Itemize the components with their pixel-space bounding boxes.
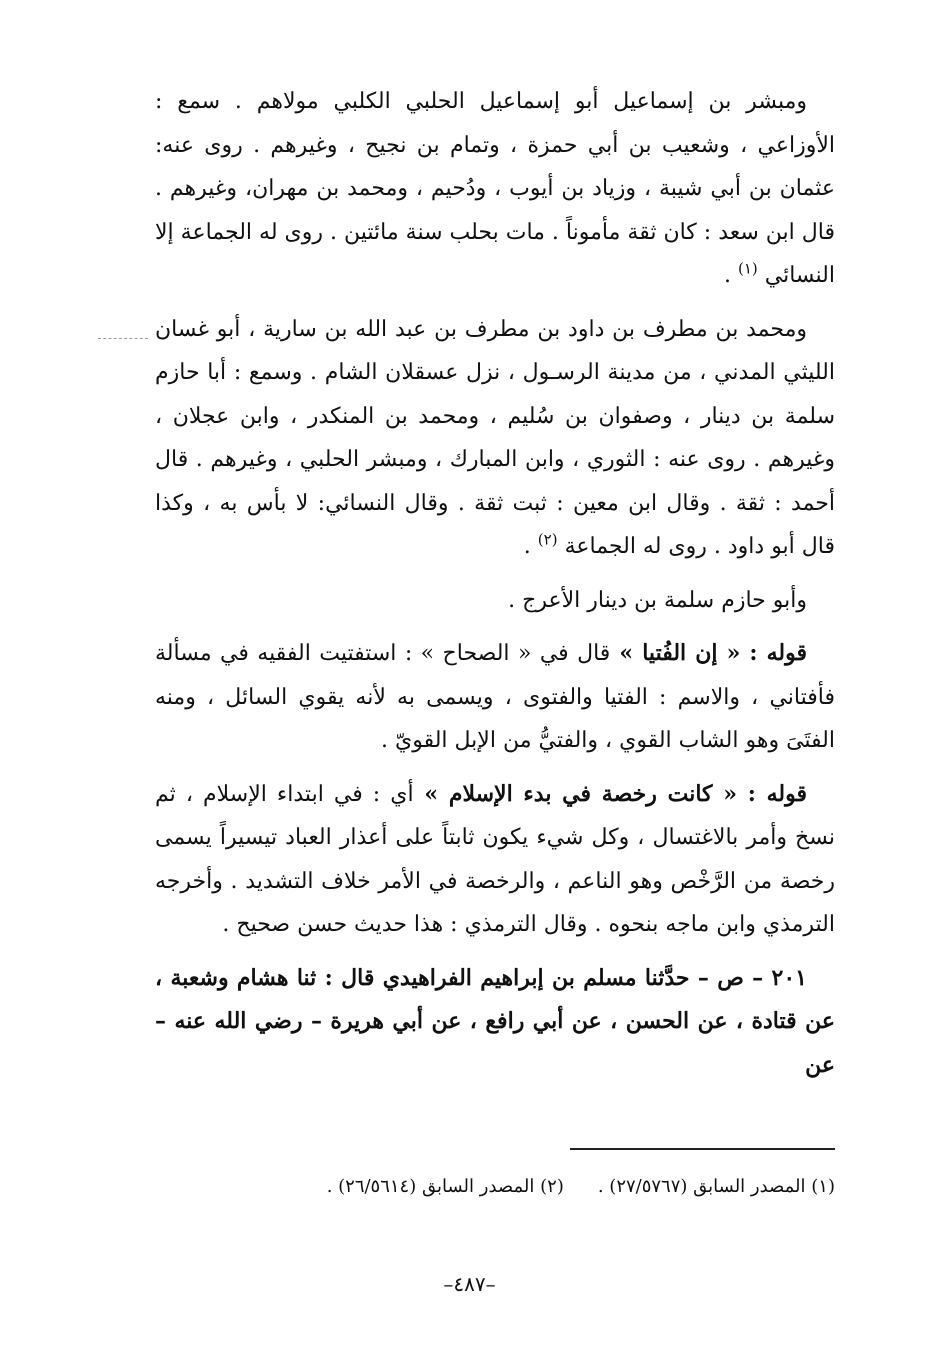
page-number: –٤٨٧– [443,1272,496,1296]
paragraph-text: قال في « الصحاح » : استفتيت الفقيه في مسألة فأفتاني ، والاسم : الفتيا والفتوى ، ويسمى به لأنه يقوي السائل ، ومنه الفتَىَ وهو الشاب القوي ، والفتيُّ من الإبل القويّ . [155,641,835,753]
hadith-201 [155,957,835,1088]
footnote-1: (١) المصدر السابق (٢٧/٥٧٦٧) . [597,1176,835,1197]
footnotes [155,1172,835,1202]
footnote-2: (٢) المصدر السابق (٢٦/٥٦١٤) . [326,1176,564,1197]
main-text [155,80,835,1097]
footnote-ref-2[interactable]: (٢) [537,530,558,549]
paragraph-text: ٢٠١ – ص – حدَّثنا مسلم بن إبراهيم الفراهيدي قال : ثنا هشام وشعبة ، عن قتادة ، عن الحسن ، عن أبي رافع ، عن أبي هريرة – رضي الله عنه – عن [155,964,835,1078]
paragraph-lead: قوله : « إن الفُتيا » [610,640,807,666]
paragraph-rukhsa [155,773,835,947]
paragraph-abu-hazim [155,579,835,623]
paragraph-text: ومحمد بن مطرف بن داود بن مطرف بن عبد الله بن سارية ، أبو غسان الليثي المدني ، من مدينة الرسـول ، نزل عسقلان الشام . وسمع : أبا حازم سلمة بن دينار ، وصفوان بن سُليم ، ومحمد بن المنكدر ، وابن عجلان ، وغيرهم . روى عنه : الثوري ، وابن المبارك ، ومبشر الحلبي ، وغيرهم . قال أحمد : ثقة . وقال ابن معين : ثبت ثقة . وقال النسائي: لا بأس به ، وكذا قال أبو داود . روى له الجماعة [155,316,835,559]
paragraph-futya [155,632,835,763]
paragraph-text: أي : في ابتداء الإسلام ، ثم نسخ وأمر بالاغتسال ، وكل شيء يكون ثابتاً على أعذار العباد تيسيراً يسمى رخصة من الرَّخْص وهو الناعم ، والرخصة في الأمر خلاف التشديد . وأخرجه الترمذي وابن ماجه بنحوه . وقال الترمذي : هذا حديث حسن صحيح . [155,781,835,937]
paragraph-text: وأبو حازم سلمة بن دينار الأعرج . [508,587,807,613]
paragraph-muhammad-ibn-mutarrif [155,308,835,569]
paragraph-text: ومبشر بن إسماعيل أبو إسماعيل الحلبي الكلبي مولاهم . سمع : الأوزاعي ، وشعيب بن أبي حمزة ، وتمام بن نجيح ، وغيرهم . روى عنه: عثمان بن أبي شيبة ، وزياد بن أيوب ، ودُحيم ، ومحمد بن مهران، وغيرهم . قال ابن سعد : كان ثقة مأموناً . مات بحلب سنة مائتين . روى له الجماعة إلا النسائي [155,89,835,288]
paragraph-lead: قوله : « كانت رخصة في بدء الإسلام » [413,780,807,807]
margin-mark [98,338,148,339]
footnote-divider [570,1148,835,1150]
paragraph-end: . [723,263,738,288]
footnote-ref-1[interactable]: (١) [737,259,758,278]
paragraph-end: . [523,534,538,559]
paragraph-mubashshir [155,80,835,298]
